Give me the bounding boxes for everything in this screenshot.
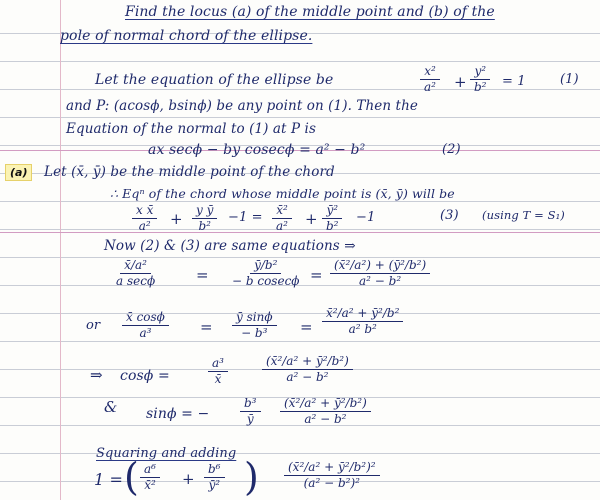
sum-term-b-num: b⁶ (204, 462, 225, 478)
ellipse-x-term (420, 64, 440, 95)
sin-ratio-num: (x̄²/a² + ȳ²/b²) (280, 396, 371, 412)
sum-term-a-den: x̄² (144, 478, 156, 492)
point-p-line: and P: (acosϕ, bsinϕ) be any point on (1). Then the (66, 98, 418, 114)
sin-lhs: sinϕ = − (146, 406, 210, 422)
ellipse-y-num: y² (470, 64, 490, 80)
chord-term-2-num: y ȳ (192, 203, 217, 219)
plus-sign: + (305, 210, 318, 228)
ratio-2a-den: a³ (139, 326, 152, 340)
ratio-2c (322, 306, 403, 337)
ratio-2b-den: − b³ (241, 326, 268, 340)
sin-factor-den: ȳ (246, 412, 254, 426)
plus-sign: + (170, 210, 183, 228)
final-ratio (284, 460, 380, 491)
final-ratio-num: (x̄²/a² + ȳ²/b²)² (284, 460, 380, 476)
ellipse-x-num: x² (420, 64, 440, 80)
sin-factor (240, 396, 261, 427)
ellipse-y-den: b² (474, 80, 487, 94)
ratio-1c-den: a² − b² (358, 274, 402, 288)
ellipse-rhs: = 1 (502, 74, 526, 89)
ratio-1b-den: − b cosecϕ (232, 274, 300, 288)
chord-term-2 (192, 203, 217, 234)
ratio-2c-num: x̄²/a² + ȳ²/b² (322, 306, 403, 322)
ratio-1a-den: a secϕ (116, 274, 156, 288)
implies-arrow: ⇒ (90, 366, 103, 384)
cos-factor-den: x̄ (214, 372, 222, 386)
ratio-1b-num: ȳ/b² (250, 258, 281, 274)
ratio-2b (232, 310, 277, 341)
plus-sign: + (454, 73, 467, 91)
chord-term-3-num: x̄² (272, 203, 292, 219)
equals-sign: = (200, 318, 213, 336)
part-a-label: (a) (5, 164, 32, 181)
midpoint-line: Let (x̄, ȳ) be the middle point of the chord (44, 164, 335, 180)
sum-term-a-num: a⁶ (140, 462, 160, 478)
section-divider (0, 232, 600, 233)
problem-line-2: pole of normal chord of the ellipse. (60, 28, 313, 44)
sin-ratio (280, 396, 371, 427)
equals-sign: = (300, 318, 313, 336)
ratio-1c (330, 258, 430, 289)
chord-line: ∴ Eqⁿ of the chord whose middle point is (x̄, ȳ) will be (110, 186, 455, 201)
final-ratio-den: (a² − b²)² (303, 476, 360, 490)
sum-term-b (204, 462, 225, 493)
chord-term-4 (322, 203, 343, 234)
cos-ratio-den: a² − b² (286, 370, 329, 384)
squaring-line: Squaring and adding (96, 446, 237, 461)
one-equals: 1 = (94, 470, 123, 489)
sum-term-b-den: ȳ² (208, 478, 221, 492)
chord-term-4-den: b² (326, 219, 339, 233)
normal-equation: ax secϕ − by cosecϕ = a² − b² (148, 142, 366, 158)
comparison-line: Now (2) & (3) are same equations ⇒ (104, 238, 356, 254)
equation-ref-2: (2) (442, 142, 461, 157)
chord-minus-2: −1 (356, 210, 376, 225)
ellipse-x-den: a² (424, 80, 436, 94)
ratio-2c-den: a² b² (348, 322, 377, 336)
equals-sign: = (196, 266, 209, 284)
ratio-1a-num: x̄/a² (120, 258, 151, 274)
sin-ratio-den: a² − b² (304, 412, 347, 426)
chord-term-4-num: ȳ² (322, 203, 342, 219)
ratio-2a (122, 310, 169, 341)
ellipse-intro: Let the equation of the ellipse be (95, 72, 334, 88)
chord-term-1 (132, 203, 157, 234)
margin-line (60, 0, 61, 500)
ratio-2b-num: ȳ sinϕ (232, 310, 277, 326)
equation-ref-3: (3) (440, 208, 459, 223)
ratio-2a-num: x̄ cosϕ (122, 310, 169, 326)
plus-sign: + (182, 470, 195, 488)
normal-intro-line: Equation of the normal to (1) at P is (66, 121, 316, 137)
sum-term-a (140, 462, 160, 493)
sin-factor-num: b³ (240, 396, 261, 412)
open-paren: ( (124, 455, 139, 499)
ratio-1b (228, 258, 303, 289)
cos-factor (208, 356, 228, 387)
chord-minus-1: −1 = (228, 210, 263, 225)
using-note: (using T = S₁) (482, 208, 565, 222)
and-symbol: & (104, 398, 118, 416)
ratio-1a (112, 258, 159, 289)
chord-term-1-num: x x̄ (132, 203, 157, 219)
cos-lhs: cosϕ = (120, 368, 170, 384)
chord-term-3-den: a² (276, 219, 288, 233)
or-label: or (86, 318, 101, 333)
chord-term-2-den: b² (198, 219, 211, 233)
chord-term-1-den: a² (138, 219, 151, 233)
equation-ref-1: (1) (560, 72, 579, 87)
cos-factor-num: a³ (208, 356, 228, 372)
ratio-1c-num: (x̄²/a²) + (ȳ²/b²) (330, 258, 430, 274)
cos-ratio-num: (x̄²/a² + ȳ²/b²) (262, 354, 353, 370)
equals-sign: = (310, 266, 323, 284)
close-paren: ) (244, 455, 259, 499)
cos-ratio (262, 354, 353, 385)
problem-line-1: Find the locus (a) of the middle point and (b) of the (125, 4, 495, 20)
chord-term-3 (272, 203, 292, 234)
ellipse-y-term (470, 64, 491, 95)
